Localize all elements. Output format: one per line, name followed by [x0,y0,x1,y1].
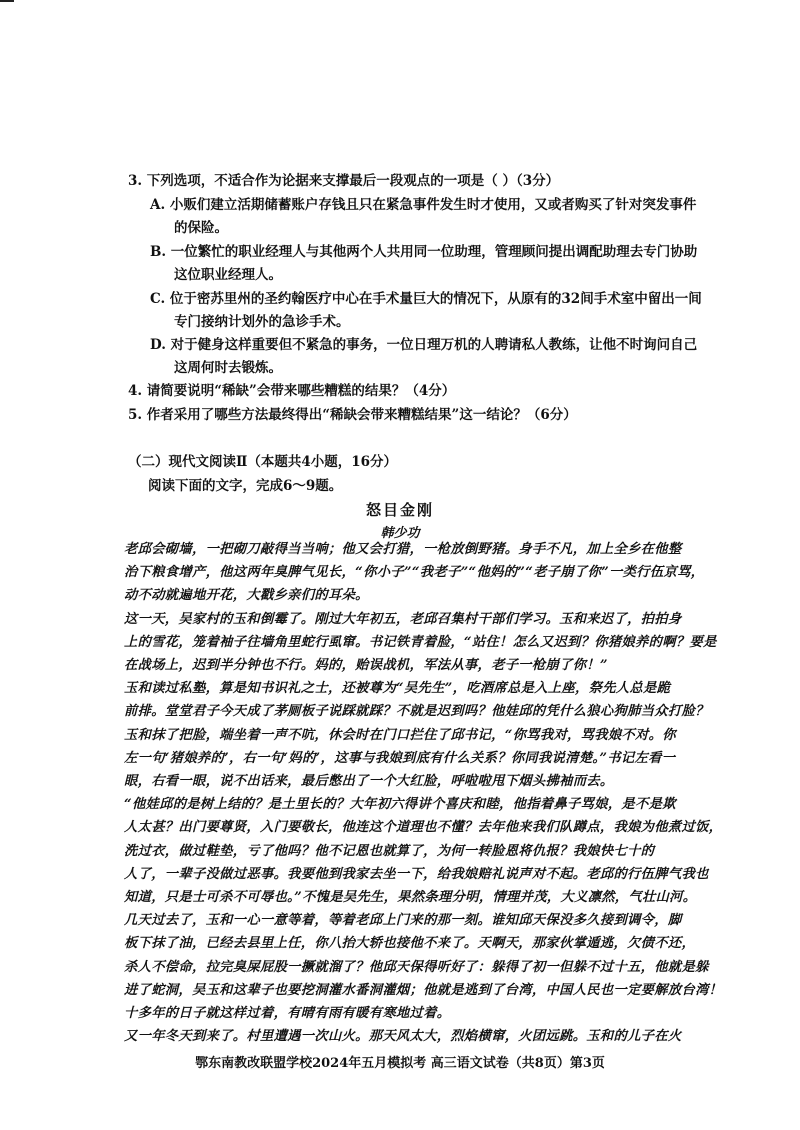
story-line: “他娃邱的是树上结的？是土里长的？大年初六得讲个喜庆和睦，他指着鼻子骂娘，是不是欺 [124,797,676,813]
story-line: 十多年的日子就这样过着，有晴有雨有暖有寒地过着。 [124,1006,451,1022]
story-line: 人太甚？出门要尊贤，入门要敬长，他连这个道理也不懂？去年他来我们队蹲点，我娘为他煮过饭， [124,820,723,836]
story-line: 动不动就遍地开花，大戳乡亲们的耳朵。 [124,588,369,604]
story-line: 左一句‘猪娘养的’，右一句‘妈的’，这事与我娘到底有什么关系？你同我说清楚。”书记左看一 [124,750,676,766]
option-a-line1: A. 小贩们建立活期储蓄账户存钱且只在紧急事件发生时才使用，又或者购买了针对突发事件 [150,197,697,213]
option-d-line2: 这周何时去锻炼。 [174,360,282,376]
option-c-line2: 专门接纳计划外的急诊手术。 [174,314,350,330]
option-c-line1: C. 位于密苏里州的圣约翰医疗中心在手术量巨大的情况下，从原有的32间手术室中留出一间 [150,291,702,307]
story-line: 知道，只是士可杀不可辱也。”不愧是吴先生，果然条理分明，情理并茂，大义凛然，气壮山河。 [124,890,697,906]
story-line: 玉和抹了把脸，端坐着一声不吭，休会时在门口拦住了邱书记，“你骂我对，骂我娘不对。你 [124,727,676,743]
option-b-line2: 这位职业经理人。 [174,267,282,283]
story-line: 在战场上，迟到半分钟也不行。妈的，贻误战机，军法从事，老子一枪崩了你！” [124,658,608,674]
section-heading: （二）现代文阅读Ⅱ（本题共4小题，16分） [128,454,398,470]
article-title: 怒目金刚 [365,501,434,519]
page-footer: 鄂东南教改联盟学校2024年五月模拟考 高三语文试卷（共8页）第3页 [195,1056,605,1071]
question-5: 5. 作者采用了哪些方法最终得出“稀缺会带来糟糕结果”这一结论？（6分） [128,407,577,423]
story-line: 眼，右看一眼，说不出话来，最后憋出了一个大红脸，呼啦啦甩下烟头拂袖而去。 [124,774,614,790]
option-b-line1: B. 一位繁忙的职业经理人与其他两个人共用同一位助理，管理顾问提出调配助理去专门协助 [150,244,698,260]
story-line: 老邱会砌墙，一把砌刀敲得当当响；他又会打猎，一枪放倒野猪。身手不凡，加上全乡在他整 [124,542,682,557]
story-line: 这一天，吴家村的玉和倒霉了。刚过大年初五，老邱召集村干部们学习。玉和来迟了，拍拍身 [124,611,682,627]
story-line: 上的雪花，笼着袖子往墙角里蛇行虱窜。书记铁青着脸，“站住！怎么又迟到？你猪娘养的啊？要是 [124,634,717,650]
question-3-stem: 3. 下列选项，不适合作为论据来支撑最后一段观点的一项是（ ）（3分） [128,173,560,189]
option-a-line2: 的保险。 [174,220,228,236]
story-line: 板下抹了油，已经去县里上任，你八抬大轿也接他不来了。天啊天，那家伙掌遁逃，欠债不还， [124,936,696,952]
story-line: 前排。堂堂君子今天成了茅厕板子说踩就踩？不就是迟到吗？他娃邱的凭什么狼心狗肺当众打脸？ [124,704,709,720]
scan-edge-line [0,0,14,2]
story-line: 几天过去了，玉和一心一意等着，等着老邱上门来的那一刻。谁知邱天保没多久接到调令，脚 [124,913,682,929]
story-line: 玉和读过私塾，算是知书识礼之士，还被尊为“吴先生”，吃酒席总是入上座，祭先人总是跪 [124,681,671,697]
story-line: 治下粮食增产，他这两年臭脾气见长，“你小子”“我老子”“他妈的”“老子崩了你”一类行伍京骂， [124,565,705,581]
story-body [124,538,722,1048]
option-d-line1: D. 对于健身这样重要但不紧急的事务，一位日理万机的人聘请私人教练，让他不时询问自己 [150,337,698,353]
story-line: 又一年冬天到来了。村里遭遇一次山火。那天风太大，烈焰横窜，火团远跳。玉和的儿子在火 [124,1029,682,1045]
reading-instruction: 阅读下面的文字，完成6～9题。 [148,478,343,494]
story-line: 杀人不偿命，拉完臭屎屁股一撅就溜了？他邱天保得听好了：躲得了初一但躲不过十五，他就是躲 [124,959,709,975]
question-4: 4. 请简要说明“稀缺”会带来哪些糟糕的结果？（4分） [128,383,456,399]
story-line: 洗过衣，做过鞋垫，亏了他吗？他不记恩也就算了，为何一转脸恩将仇报？我娘快七十的 [124,843,655,859]
article-author: 韩少功 [380,526,420,541]
story-line: 进了蛇洞，吴玉和这辈子也要挖洞灌水番洞灌烟；他就是逃到了台湾，中国人民也一定要解放台湾！ [124,982,723,998]
story-line: 人了，一辈子没做过恶事。我要他到我家去坐一下，给我娘赔礼说声对不起。老邱的行伍脾气我也 [124,866,709,882]
